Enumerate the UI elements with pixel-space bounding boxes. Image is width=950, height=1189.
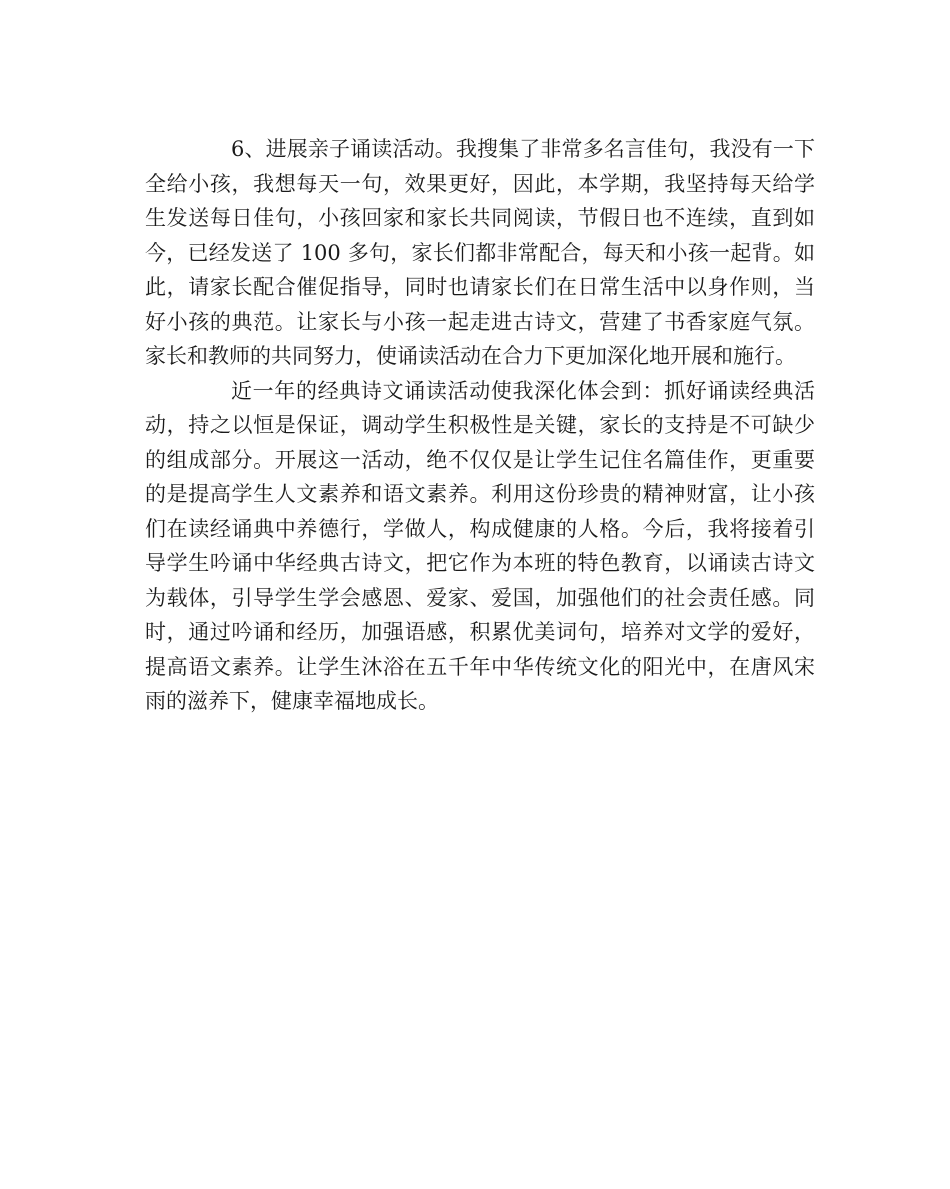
document-body <box>145 132 815 719</box>
paragraph-summary-outlook: 近一年的经典诗文诵读活动使我深化体会到：抓好诵读经典活动，持之以恒是保证，调动学生积极性是关键，家长的支持是不可缺少的组成部分。开展这一活动，绝不仅仅是让学生记住名篇佳作，更重要的是提高学生人文素养和语文素养。利用这份珍贵的精神财富，让小孩们在读经诵典中养德行，学做人，构成健康的人格。今后，我将接着引导学生吟诵中华经典古诗文，把它作为本班的特色教育，以诵读古诗文为载体，引导学生学会感恩、爱家、爱国，加强他们的社会责任感。同时，通过吟诵和经历，加强语感，积累优美词句，培养对文学的爱好，提高语文素养。让学生沐浴在五千年中华传统文化的阳光中，在唐风宋雨的滋养下，健康幸福地成长。 <box>145 378 815 713</box>
paragraph-parent-child-reading: 6、进展亲子诵读活动。我搜集了非常多名言佳句，我没有一下全给小孩，我想每天一句，效果更好，因此，本学期，我坚持每天给学生发送每日佳句，小孩回家和家长共同阅读，节假日也不连续，直到如今，已经发送了 100 多句，家长们都非常配合，每天和小孩一起背。如此，请家长配合催促指导，同时也请家长们在日常生活中以身作则，当好小孩的典范。让家长与小孩一起走进古诗文，营建了书香家庭气氛。家长和教师的共同努力，使诵读活动在合力下更加深化地开展和施行。 <box>145 137 815 368</box>
